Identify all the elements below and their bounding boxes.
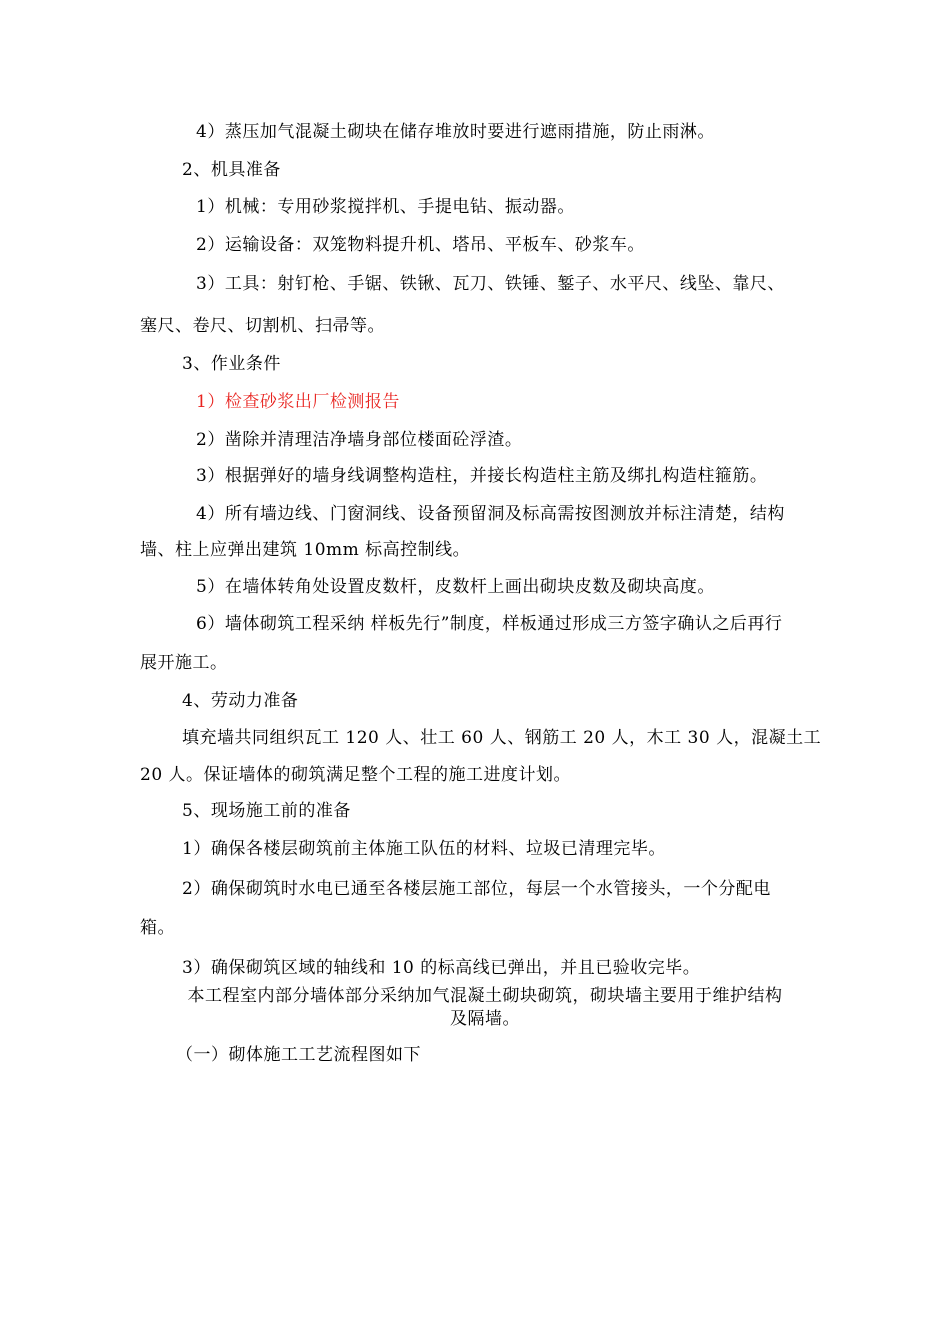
paragraph-line: 20 人。保证墙体的砌筑满足整个工程的施工进度计划。: [140, 765, 572, 785]
subsection-heading: （一）砌体施工工艺流程图如下: [176, 1045, 421, 1065]
paragraph-line: 填充墙共同组织瓦工 120 人、壮工 60 人、钢筋工 20 人，木工 30 人，混凝土工: [182, 728, 822, 748]
paragraph-line: 3）确保砌筑区域的轴线和 10 的标高线已弹出，并且已验收完毕。: [182, 958, 701, 978]
centered-paragraph-line: 本工程室内部分墙体部分采纳加气混凝土砌块砌筑，砌块墙主要用于维护结构: [187, 986, 783, 1006]
section-heading: 3、作业条件: [182, 354, 281, 374]
paragraph-line: 4）所有墙边线、门窗洞线、设备预留洞及标高需按图测放并标注清楚，结构: [196, 504, 785, 524]
paragraph-line: 1）确保各楼层砌筑前主体施工队伍的材料、垃圾已清理完毕。: [182, 839, 666, 859]
highlighted-line: 1）检查砂浆出厂检测报告: [196, 392, 400, 412]
paragraph-line: 6）墙体砌筑工程采纳 样板先行”制度，样板通过形成三方签字确认之后再行: [196, 614, 783, 634]
centered-paragraph-line: 及隔墙。: [450, 1009, 520, 1029]
section-heading: 4、劳动力准备: [182, 691, 299, 711]
paragraph-line: 3）根据弹好的墙身线调整构造柱，并接长构造柱主筋及绑扎构造柱箍筋。: [196, 466, 768, 486]
section-heading: 5、现场施工前的准备: [182, 801, 351, 821]
paragraph-line: 5）在墙体转角处设置皮数杆，皮数杆上画出砌块皮数及砌块高度。: [196, 577, 715, 597]
section-heading: 2、机具准备: [182, 160, 281, 180]
paragraph-line: 4）蒸压加气混凝土砌块在储存堆放时要进行遮雨措施，防止雨淋。: [196, 122, 715, 142]
paragraph-line: 塞尺、卷尺、切割机、扫帚等。: [140, 316, 385, 336]
paragraph-line: 2）运输设备：双笼物料提升机、塔吊、平板车、砂浆车。: [196, 235, 645, 255]
paragraph-line: 3）工具：射钉枪、手锯、铁锹、瓦刀、铁锤、錾子、水平尺、线坠、靠尺、: [196, 274, 785, 294]
paragraph-line: 1）机械：专用砂浆搅拌机、手提电钻、振动器。: [196, 197, 575, 217]
paragraph-line: 墙、柱上应弹出建筑 10mm 标高控制线。: [140, 540, 471, 560]
paragraph-line: 2）确保砌筑时水电已通至各楼层施工部位，每层一个水管接头，一个分配电: [182, 879, 771, 899]
paragraph-line: 展开施工。: [140, 653, 228, 673]
paragraph-line: 2）凿除并清理洁净墙身部位楼面砼浮渣。: [196, 430, 523, 450]
paragraph-line: 箱。: [140, 918, 175, 938]
